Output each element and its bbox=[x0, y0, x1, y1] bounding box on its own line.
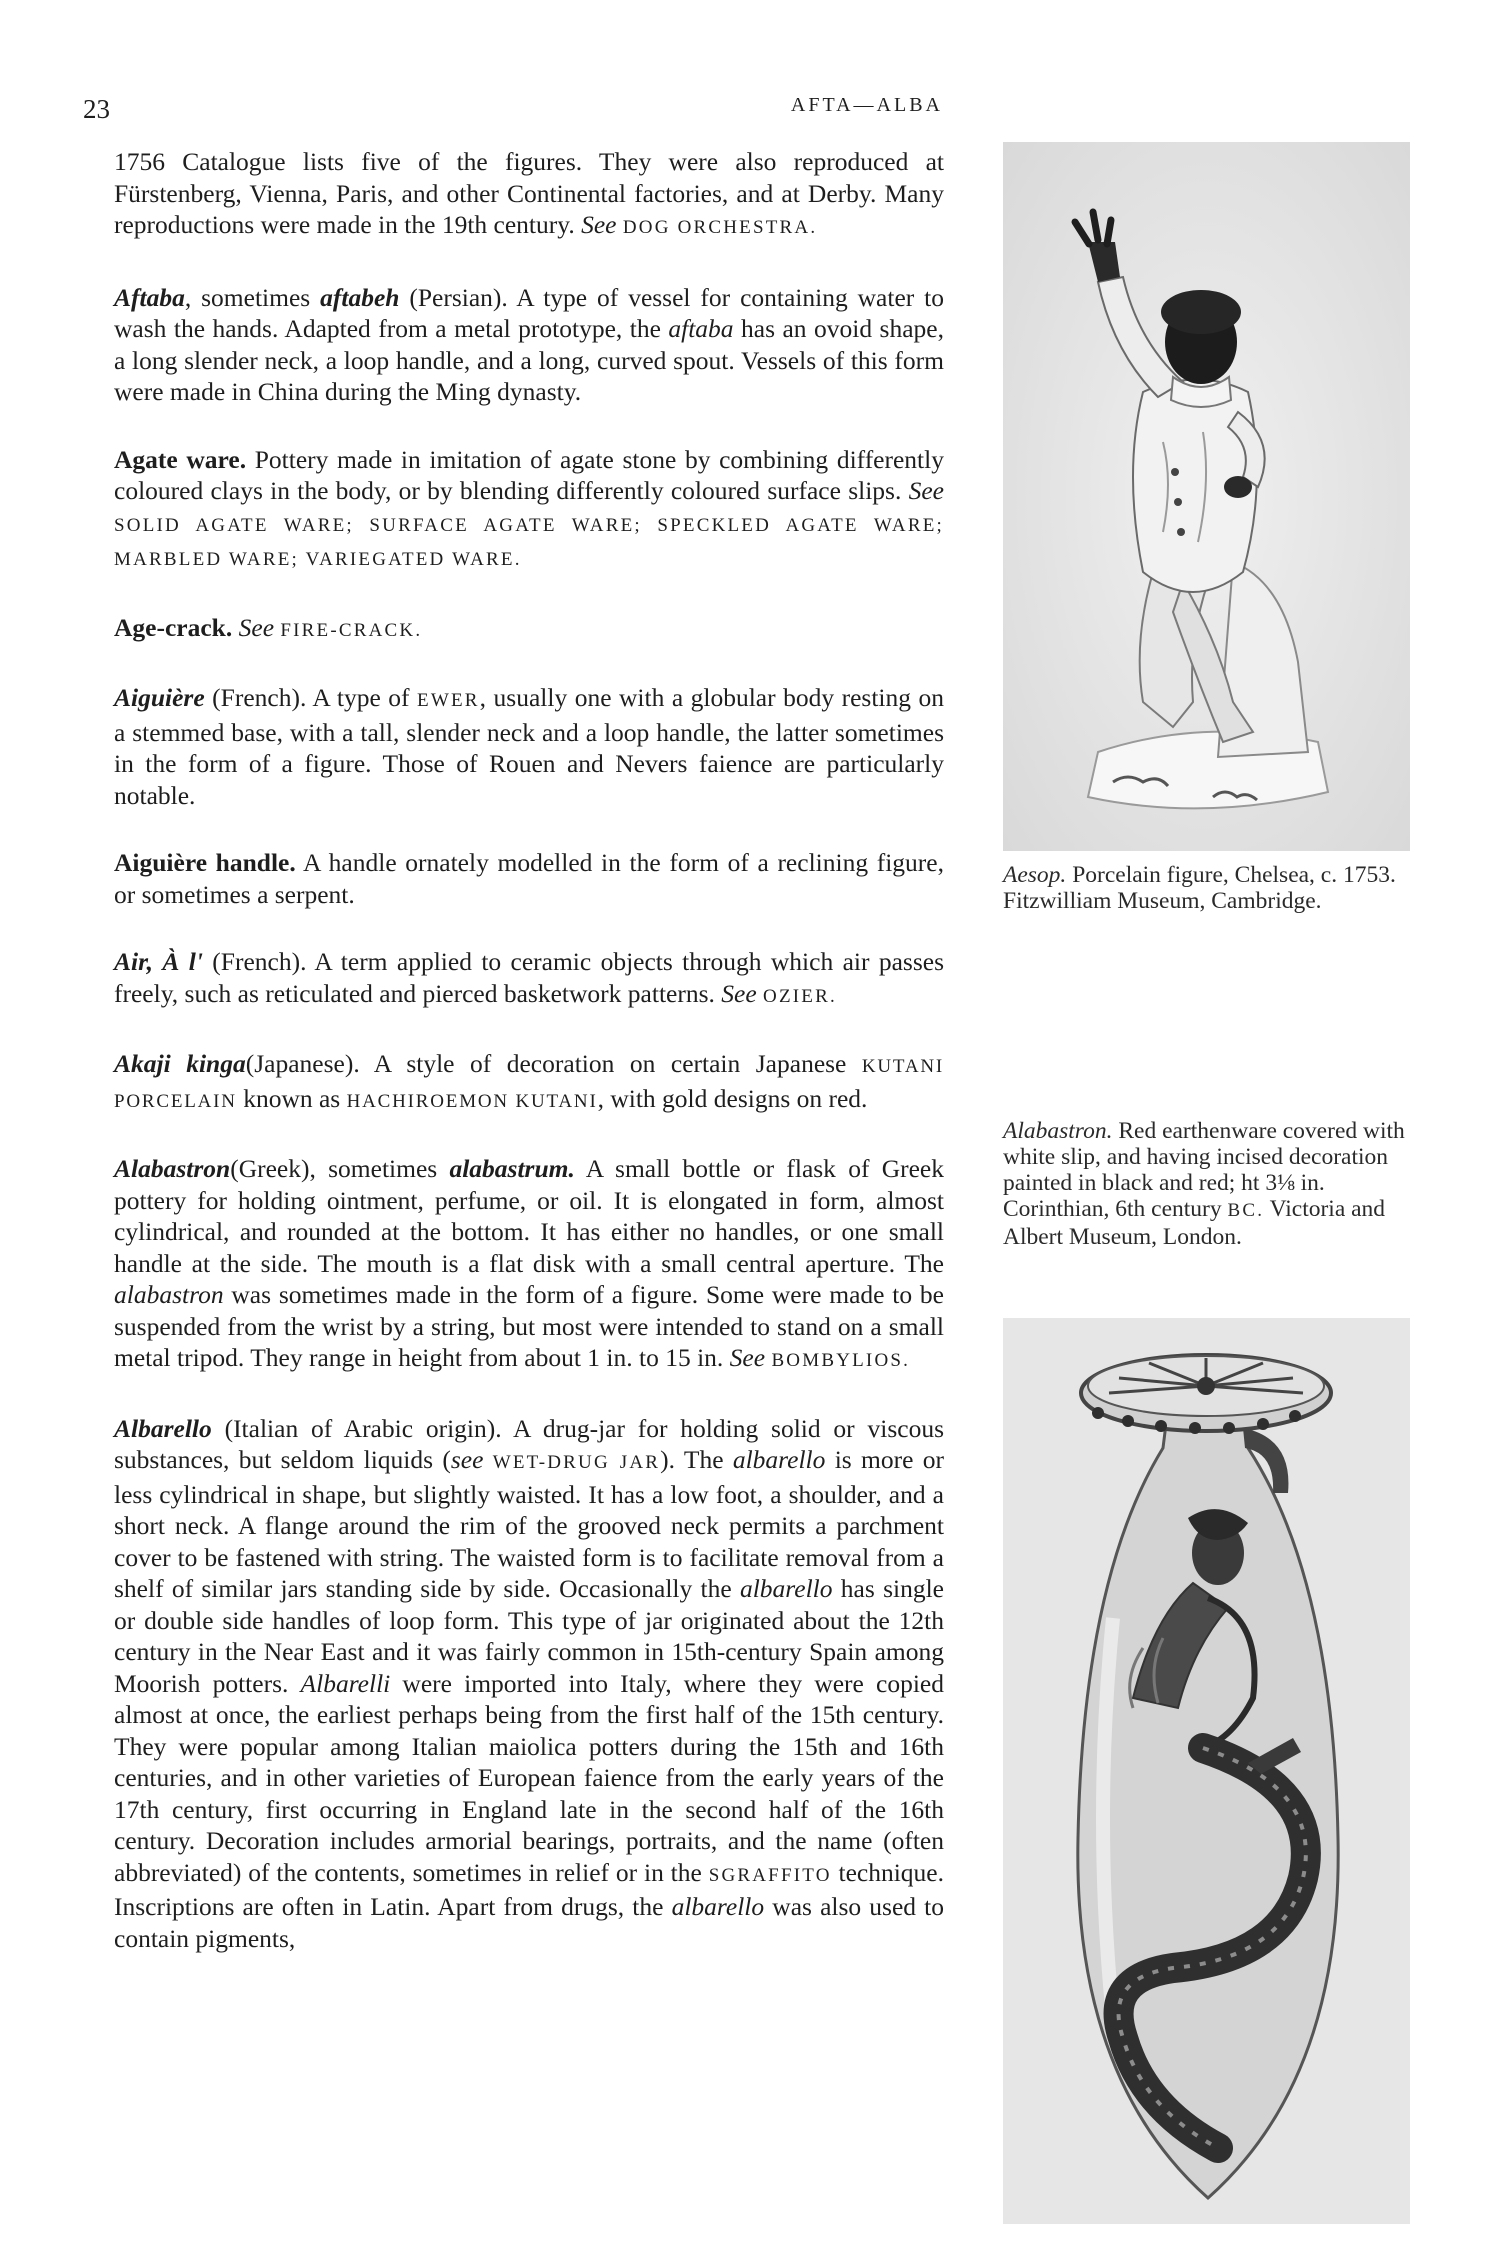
entry-headword: Alabastron bbox=[114, 1154, 231, 1183]
caption-alabastron: Alabastron. Red earthenware covered with white slip, and having incised decoration painted in black and red; ht 3⅛ in. Corinthian, 6th century BC. Victoria and Albert Museum, London. bbox=[1003, 1118, 1405, 1250]
cross-reference: EWER bbox=[417, 690, 480, 711]
caption-title: Aesop. bbox=[1003, 862, 1067, 888]
entry-headword: Akaji kinga bbox=[114, 1049, 246, 1078]
cross-reference: SOLID AGATE WARE; SURFACE AGATE WARE; SPECKLED AGATE WARE; MARBLED WARE; VARIEGATED WARE. bbox=[114, 514, 944, 570]
entry-headword: Aiguière handle. bbox=[114, 848, 296, 877]
entry-akaji-kinga: Akaji kinga(Japanese). A style of decoration on certain Japanese KUTANI PORCELAIN known as HACHIROEMON KUTANI, with gold designs on red. bbox=[114, 1049, 944, 1113]
caption-title: Alabastron. bbox=[1003, 1118, 1113, 1144]
entry-agate-ware: Agate ware. Pottery made in imitation of agate stone by combining differently coloured clays in the body, or by blending differently coloured surface slips. See SOLID AGATE WARE; SURFACE AGATE WARE; SPECKLED AGATE WARE; MARBLED WARE; VARIEGATED WARE. bbox=[114, 444, 944, 570]
cross-reference: OZIER. bbox=[763, 985, 837, 1007]
entry-age-crack: Age-crack. See FIRE-CRACK. bbox=[114, 612, 423, 642]
cross-reference: BOMBYLIOS. bbox=[771, 1350, 911, 1371]
cross-reference: KUTANI PORCELAIN bbox=[114, 1056, 944, 1112]
entry-intro: 1756 Catalogue lists five of the figures. They were also reproduced at Fürstenberg, Vienna, Paris, and other Continental factories, and at Derby. Many reproductions were made in the 19th century. See DOG ORCHESTRA. bbox=[114, 147, 944, 239]
entry-variant: alabastrum. bbox=[449, 1154, 575, 1183]
cross-reference: FIRE-CRACK. bbox=[280, 619, 423, 641]
cross-reference: DOG ORCHESTRA. bbox=[622, 217, 818, 238]
page-header bbox=[83, 94, 943, 128]
cross-reference: SGRAFFITO bbox=[708, 1864, 832, 1886]
entry-headword: Agate ware. bbox=[114, 444, 247, 474]
entry-headword: Aiguière bbox=[114, 683, 205, 712]
cross-reference: HACHIROEMON KUTANI bbox=[346, 1090, 598, 1112]
aesop-figure-illustration bbox=[1003, 142, 1410, 851]
cross-reference: WET-DRUG JAR bbox=[492, 1452, 661, 1473]
entry-headword: Age-crack. bbox=[114, 612, 233, 642]
entry-aiguiere: Aiguière (French). A type of EWER, usually one with a globular body resting on a stemmed base, with a tall, slender neck and a loop handle, the latter sometimes in the form of a figure. Those of Rouen and Nevers faience are particularly notable. bbox=[114, 683, 944, 810]
aesop-figure-image bbox=[1003, 142, 1410, 851]
entry-air-a-l: Air, À l' (French). A term applied to ceramic objects through which air passes freely, such as reticulated and pierced basketwork patterns. See OZIER. bbox=[114, 947, 944, 1008]
entry-headword: Air, À l' bbox=[114, 947, 203, 976]
alabastron-image bbox=[1003, 1318, 1410, 2224]
entry-aftaba: Aftaba, sometimes aftabeh (Persian). A type of vessel for containing water to wash the hands. Adapted from a metal prototype, the aftaba has an ovoid shape, a long slender neck, a loop handle, and a long, curved spout. Vessels of this form were made in China during the Ming dynasty. bbox=[114, 282, 945, 406]
entry-alabastron: Alabastron(Greek), sometimes alabastrum. A small bottle or flask of Greek pottery for holding ointment, perfume, or oil. It is elongated in form, almost cylindrical, and rounded at the bottom. It has either no handles, or one small handle at the side. The mouth is a flat disk with a small central aperture. The alabastron was sometimes made in the form of a figure. Some were made to be suspended from the wrist by a string, but most were intended to stand on a small metal tripod. They range in height from about 1 in. to 15 in. See BOMBYLIOS. bbox=[114, 1154, 944, 1372]
entry-headword: Aftaba bbox=[114, 282, 185, 312]
running-head: AFTA—ALBA bbox=[790, 94, 943, 116]
caption-aesop: Aesop. Porcelain figure, Chelsea, c. 1753. Fitzwilliam Museum, Cambridge. bbox=[1003, 862, 1396, 914]
entry-albarello: Albarello (Italian of Arabic origin). A drug-jar for holding solid or viscous substances, but seldom liquids (see WET-DRUG JAR). The albarello is more or less cylindrical in shape, but slightly waisted. It has a low foot, a shoulder, and a short neck. A flange around the rim of the grooved neck permits a parchment cover to be fastened with string. The waisted form is to facilitate removal from a shelf of similar jars standing side by side. Occasionally the albarello has single or double side handles of loop form. This type of jar originated about the 12th century in the Near East and it was fairly common in 15th-century Spain among Moorish potters. Albarelli were imported into Italy, where they were copied almost at once, the earliest perhaps being from the first half of the 15th century. They were popular among Italian maiolica potters during the 15th and 16th centuries, and in other varieties of European faience from the early years of the 17th century, first occurring in England late in the second half of the 16th century. Decoration includes armorial bearings, portraits, and the name (often abbreviated) of the contents, sometimes in relief or in the SGRAFFITO technique. Inscriptions are often in Latin. Apart from drugs, the albarello was also used to contain pigments, bbox=[114, 1413, 944, 1953]
entry-headword: Albarello bbox=[114, 1413, 212, 1443]
entry-aiguiere-handle: Aiguière handle. A handle ornately modelled in the form of a reclining figure, or sometimes a serpent. bbox=[114, 848, 944, 909]
entry-variant: aftabeh bbox=[320, 282, 400, 312]
page-number: 23 bbox=[83, 94, 110, 124]
alabastron-illustration bbox=[1003, 1318, 1410, 2224]
main-text-column bbox=[114, 146, 944, 1990]
